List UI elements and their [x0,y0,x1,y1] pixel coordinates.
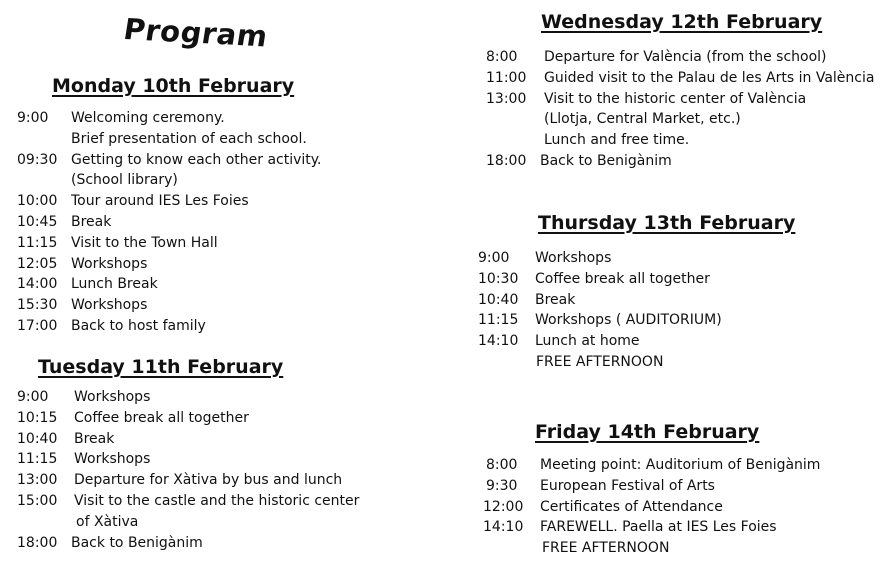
schedule-time: 8:00 [486,49,518,65]
schedule-activity: (Llotja, Central Market, etc.) [544,111,741,128]
schedule-time: 10:40 [17,430,58,447]
schedule-time: 12:05 [17,255,58,272]
schedule-time: 9:00 [17,110,49,126]
schedule-row [486,130,874,151]
schedule-time: 10:45 [17,213,58,230]
schedule-time [17,512,76,533]
schedule-activity: Welcoming ceremony. [71,110,225,126]
schedule-time: 17:00 [17,317,58,334]
schedule-monday [17,108,322,337]
schedule-activity: Meeting point: Auditorium of Benigànim [540,457,821,473]
schedule-row [17,533,359,554]
schedule-activity: Getting to know each other activity. [71,151,322,168]
schedule-activity: Break [535,291,576,308]
schedule-row [478,352,722,373]
schedule-time: 15:30 [17,297,58,314]
schedule-time: 14:10 [478,333,519,350]
schedule-row [478,248,722,269]
schedule-time: 10:30 [478,270,519,287]
schedule-time: 9:00 [17,389,49,405]
schedule-activity: Back to Benigànim [540,152,672,169]
schedule-activity: Workshops [74,389,151,405]
schedule-time: 15:00 [17,492,58,509]
schedule-activity: Lunch at home [535,333,640,350]
schedule-time: 10:40 [478,291,519,308]
schedule-activity: Lunch and free time. [544,132,690,149]
day-heading-tuesday: Tuesday 11th February [38,356,284,378]
schedule-row [17,150,322,171]
schedule-time: 10:00 [17,193,58,210]
schedule-row [17,170,322,191]
schedule-activity: of Xàtiva [76,513,139,530]
schedule-time [478,352,536,373]
schedule-time: 18:00 [486,152,527,169]
schedule-row [17,274,322,295]
schedule-activity: Workshops ( AUDITORIUM) [535,312,722,329]
schedule-row [486,89,874,110]
schedule-row [486,476,820,497]
schedule-time [486,538,542,559]
schedule-activity: Workshops [74,451,151,468]
schedule-row [478,331,722,352]
schedule-time: 9:30 [486,477,518,494]
schedule-row [17,408,359,429]
day-heading-monday: Monday 10th February [52,75,295,97]
schedule-time: 14:00 [17,276,58,293]
schedule-time: 10:15 [17,409,58,426]
schedule-row [478,269,722,290]
schedule-wednesday [486,47,874,172]
schedule-activity: Tour around IES Les Foies [71,193,249,210]
schedule-time: 11:15 [17,234,58,251]
schedule-row [478,310,722,331]
schedule-row [17,108,322,129]
schedule-row [17,316,322,337]
schedule-row [486,47,874,68]
schedule-time: 9:00 [478,250,510,266]
schedule-row [17,429,359,450]
schedule-row [17,212,322,233]
schedule-row [17,191,322,212]
day-heading-thursday: Thursday 13th February [538,212,796,234]
schedule-activity: FAREWELL. Paella at IES Les Foies [540,519,777,536]
schedule-tuesday [17,387,359,553]
day-heading-wednesday: Wednesday 12th February [541,11,823,33]
schedule-row [486,68,874,89]
schedule-row [483,517,820,538]
schedule-time [486,109,544,130]
schedule-time: 11:15 [478,312,519,329]
schedule-row [17,129,322,150]
schedule-activity: (School library) [71,172,178,189]
schedule-row [17,449,359,470]
schedule-row [17,254,322,275]
schedule-activity: Workshops [535,250,612,266]
schedule-row [17,470,359,491]
schedule-time [486,130,544,151]
schedule-row [17,233,322,254]
schedule-time: 12:00 [483,498,524,515]
schedule-activity: Visit to the castle and the historic center [74,492,360,509]
schedule-activity: Coffee break all together [535,270,710,287]
schedule-row [483,497,820,518]
schedule-time: 18:00 [17,534,58,551]
day-heading-friday: Friday 14th February [535,421,760,443]
schedule-time [17,129,71,150]
schedule-time: 11:00 [486,69,527,86]
schedule-row [486,455,820,476]
schedule-row [486,109,874,130]
schedule-time: 8:00 [486,457,518,473]
schedule-time [17,170,71,191]
schedule-activity: Back to Benigànim [71,534,203,551]
schedule-activity: Departure for Xàtiva by bus and lunch [74,472,343,489]
schedule-time: 13:00 [17,472,58,489]
schedule-activity: FREE AFTERNOON [542,540,670,557]
schedule-row [17,512,359,533]
schedule-row [478,290,722,311]
schedule-activity: Break [74,430,115,447]
schedule-activity: Workshops [71,297,148,314]
schedule-activity: Guided visit to the Palau de les Arts in València [544,69,875,86]
schedule-row [17,387,359,408]
schedule-activity: Visit to the historic center of València [544,90,807,107]
schedule-time: 09:30 [17,151,58,168]
schedule-row [486,151,874,172]
schedule-row [486,538,820,559]
schedule-activity: Brief presentation of each school. [71,130,307,147]
schedule-thursday [478,248,722,373]
schedule-activity: Workshops [71,255,148,272]
schedule-activity: Departure for València (from the school) [544,49,827,65]
schedule-activity: FREE AFTERNOON [536,353,664,370]
schedule-activity: Certificates of Attendance [540,498,723,515]
schedule-row [17,295,322,316]
schedule-row [17,491,359,512]
schedule-activity: European Festival of Arts [540,477,715,494]
schedule-activity: Visit to the Town Hall [71,234,218,251]
schedule-time: 14:10 [483,519,524,536]
schedule-time: 11:15 [17,451,58,468]
schedule-activity: Coffee break all together [74,409,249,426]
schedule-activity: Break [71,213,112,230]
page-title: Program [121,12,271,54]
schedule-friday [483,455,821,559]
schedule-time: 13:00 [486,90,527,107]
schedule-activity: Back to host family [71,317,206,334]
schedule-activity: Lunch Break [71,276,158,293]
